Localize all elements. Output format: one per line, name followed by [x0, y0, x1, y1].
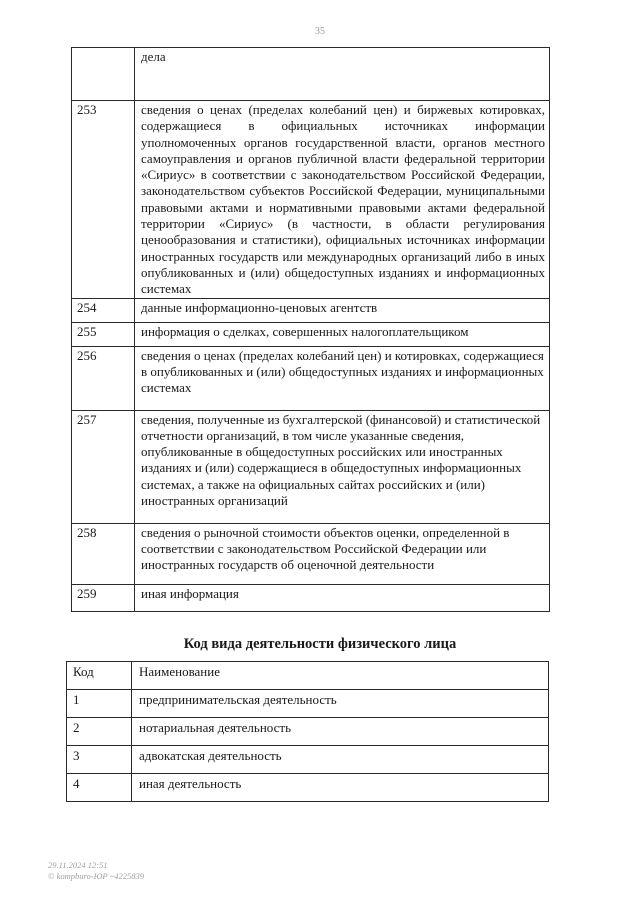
header-code: Код [67, 662, 132, 690]
table-row [72, 101, 550, 299]
table-row [72, 298, 550, 322]
activity-code: 3 [67, 746, 132, 774]
activity-name: иная деятельность [132, 774, 549, 802]
header-name: Наименование [132, 662, 549, 690]
section-title: Код вида деятельности физического лица [183, 636, 457, 652]
table-row [72, 48, 550, 101]
table-row [67, 746, 549, 774]
row-code: 259 [72, 584, 135, 611]
stamp-source: © kompburo-ЮР ~4225839 [48, 871, 145, 881]
info-sources-table [71, 47, 550, 612]
row-description: сведения, полученные из бухгалтерской (финансовой) и статистической отчетности организаций, в том числе указанные сведения, опубликованные в общедоступных российских или иностранных изданиях и (или) содержащиеся в общедоступных информационных системах, а также на официальных сайтах российских и (или) иностранных организаций [135, 410, 550, 523]
table-row [67, 718, 549, 746]
row-code: 257 [72, 410, 135, 523]
activity-code: 1 [67, 690, 132, 718]
row-code: 253 [72, 101, 135, 299]
activity-name: нотариальная деятельность [132, 718, 549, 746]
row-description: сведения о рыночной стоимости объектов оценки, определенной в соответствии с законодательством Российской Федерации или иностранных государств об оценочной деятельности [135, 523, 550, 584]
row-description: сведения о ценах (пределах колебаний цен) и котировках, содержащиеся в опубликованных и (или) общедоступных изданиях и информационных системах [135, 346, 550, 410]
row-description: данные информационно-ценовых агентств [135, 298, 550, 322]
page-number: 35 [315, 26, 325, 37]
table-row [72, 584, 550, 611]
row-code: 258 [72, 523, 135, 584]
row-description: дела [135, 48, 550, 101]
table-row [72, 410, 550, 523]
row-description: информация о сделках, совершенных налогоплательщиком [135, 322, 550, 346]
table-row [67, 690, 549, 718]
stamp-datetime: 29.11.2024 12:51 [48, 860, 108, 870]
row-code: 254 [72, 298, 135, 322]
activity-code: 2 [67, 718, 132, 746]
activity-code: 4 [67, 774, 132, 802]
print-stamp [48, 860, 144, 882]
activity-name: предпринимательская деятельность [132, 690, 549, 718]
table-row [72, 523, 550, 584]
row-code [72, 48, 135, 101]
row-code: 255 [72, 322, 135, 346]
row-description: сведения о ценах (пределах колебаний цен) и биржевых котировках, содержащиеся в официальных источниках информации уполномоченных органов государственной власти, органов местного самоуправления и органов публичной власти федеральной территории «Сириус» в соответствии с законодательством Российской Федерации, законодательством субъектов Российской Федерации, муниципальными правовыми актами и нормативными правовыми актами федеральной территории «Сириус» (в частности, в области регулирования ценообразования и статистики), официальных источниках информации иностранных государств или международных организаций либо в иных опубликованных и (или) общедоступных изданиях и информационных системах [135, 101, 550, 299]
activity-name: адвокатская деятельность [132, 746, 549, 774]
table-header-row [67, 662, 549, 690]
table-row [67, 774, 549, 802]
row-description: иная информация [135, 584, 550, 611]
table-row [72, 322, 550, 346]
activity-code-table [66, 661, 549, 802]
table-row [72, 346, 550, 410]
row-code: 256 [72, 346, 135, 410]
